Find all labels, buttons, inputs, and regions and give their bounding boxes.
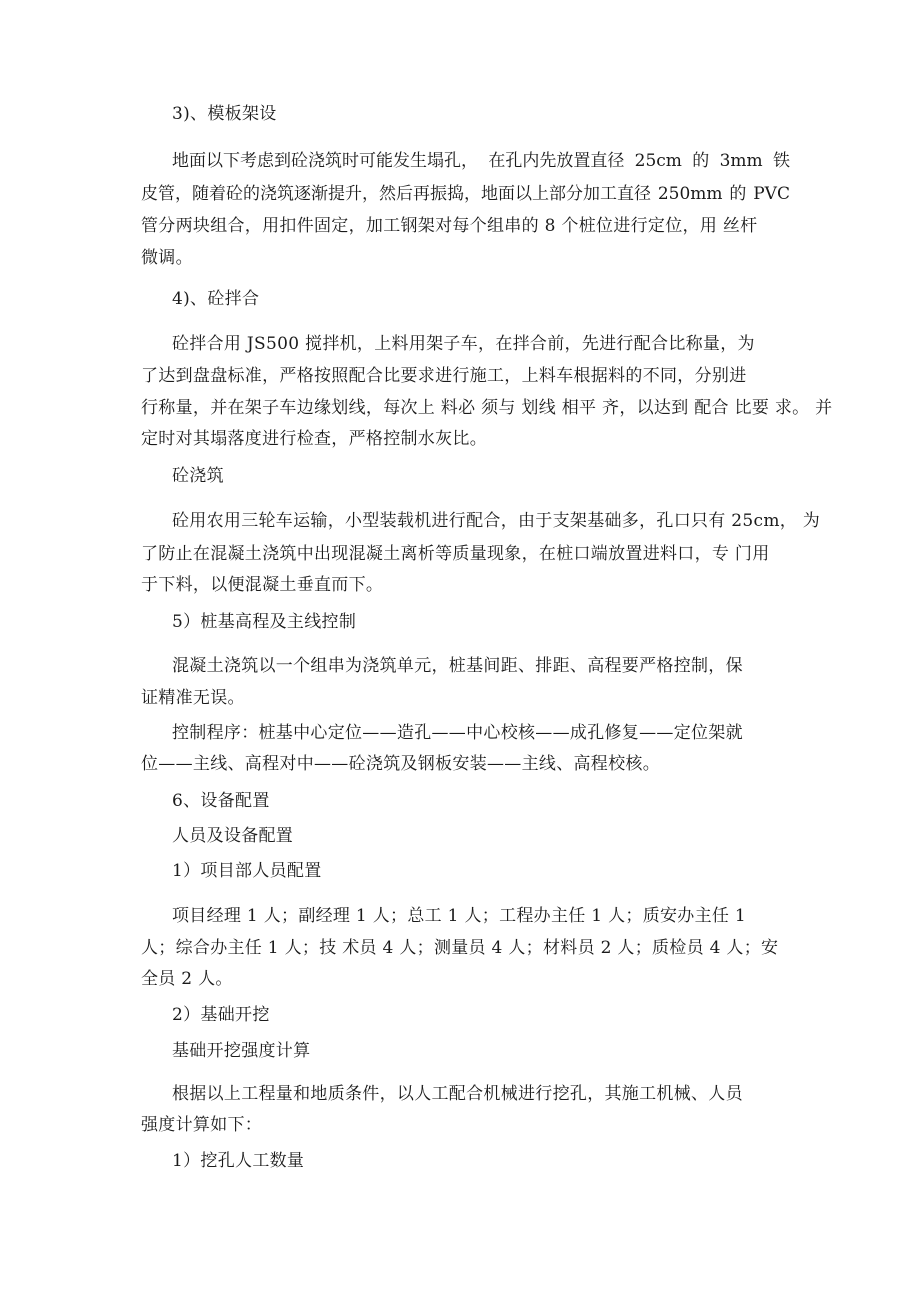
paragraph-elevation-line-1: 混凝土浇筑以一个组串为浇筑单元，桩基间距、排距、高程要严格控制，保 <box>172 656 743 676</box>
paragraph-excavation-line-2: 强度计算如下： <box>141 1115 263 1135</box>
paragraph-procedure-line-2: 位——主线、高程对中——砼浇筑及钢板安装——主线、高程校核。 <box>141 754 660 774</box>
paragraph-procedure-line-1: 控制程序：桩基中心定位——造孔——中心校核——成孔修复——定位架就 <box>172 723 743 743</box>
paragraph-excavation-line-1: 根据以上工程量和地质条件，以人工配合机械进行挖孔，其施工机械、人员 <box>172 1084 743 1104</box>
heading-excavation-intensity: 基础开挖强度计算 <box>172 1041 311 1061</box>
heading-foundation-excavation: 2）基础开挖 <box>172 1005 270 1025</box>
paragraph-mixing-line-3: 行称量，并在架子车边缘划线，每次上 料必 须与 划线 相平 齐，以达到 配合 比要 求。 并 <box>141 398 833 418</box>
heading-formwork: 3)、模板架设 <box>172 104 277 124</box>
heading-personnel-equipment: 人员及设备配置 <box>172 826 294 846</box>
paragraph-staffing-line-1: 项目经理 1 人；副经理 1 人；总工 1 人；工程办主任 1 人；质安办主任 1 <box>172 906 747 926</box>
heading-concrete-mixing: 4)、砼拌合 <box>172 289 260 309</box>
heading-project-staffing: 1）项目部人员配置 <box>172 861 322 881</box>
paragraph-mixing-line-2: 了达到盘盘标准，严格按照配合比要求进行施工，上料车根据料的不同，分别进 <box>141 366 747 386</box>
paragraph-formwork-line-1: 地面以下考虑到砼浇筑时可能发生塌孔， 在孔内先放置直径 25cm 的 3mm 铁 <box>172 151 790 171</box>
paragraph-pouring-line-2: 了防止在混凝土浇筑中出现混凝土离析等质量现象，在桩口端放置进料口，专 门用 <box>141 544 770 564</box>
heading-manual-digging-labor: 1）挖孔人工数量 <box>172 1151 305 1171</box>
paragraph-staffing-line-2: 人；综合办主任 1 人；技 术员 4 人；测量员 4 人；材料员 2 人；质检员 4 人；安 <box>141 938 779 958</box>
paragraph-pouring-line-3: 于下料，以便混凝土垂直而下。 <box>141 575 384 595</box>
paragraph-mixing-line-4: 定时对其塌落度进行检查，严格控制水灰比。 <box>141 429 487 449</box>
paragraph-pouring-line-1: 砼用农用三轮车运输，小型装载机进行配合，由于支架基础多，孔口只有 25cm， 为 <box>172 511 821 531</box>
paragraph-elevation-line-2: 证精准无误。 <box>141 688 245 708</box>
heading-pile-elevation-control: 5）桩基高程及主线控制 <box>172 612 357 632</box>
paragraph-formwork-line-2: 皮管，随着砼的浇筑逐渐提升，然后再振捣，地面以上部分加工直径 250mm 的 PVC <box>141 184 790 204</box>
heading-concrete-pouring: 砼浇筑 <box>172 466 224 486</box>
paragraph-staffing-line-3: 全员 2 人。 <box>141 969 233 989</box>
paragraph-formwork-line-3: 管分两块组合，用扣件固定，加工钢架对每个组串的 8 个桩位进行定位，用 丝杆 <box>141 216 758 236</box>
paragraph-mixing-line-1: 砼拌合用 JS500 搅拌机，上料用架子车，在拌合前，先进行配合比称量，为 <box>172 334 755 354</box>
paragraph-formwork-line-4: 微调。 <box>141 248 193 268</box>
heading-equipment-configuration: 6、设备配置 <box>172 791 270 811</box>
